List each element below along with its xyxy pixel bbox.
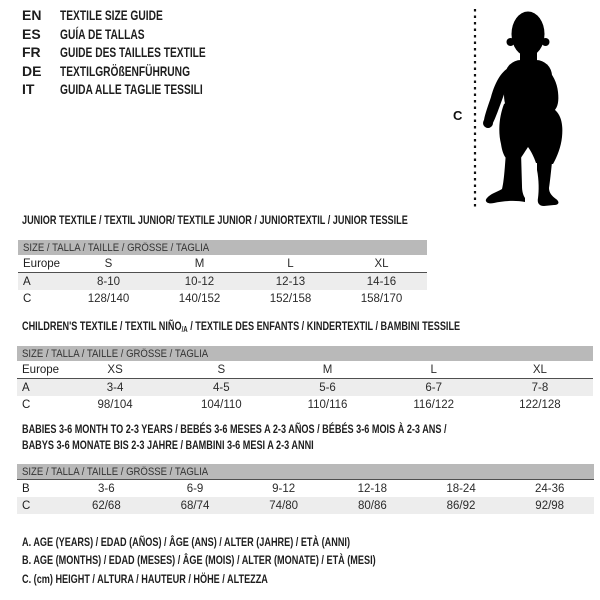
language-title: TEXTILE SIZE GUIDE	[60, 7, 163, 23]
size-header-bar	[17, 464, 594, 480]
height-cell: 62/68	[91, 499, 121, 512]
table-row-europe	[17, 361, 593, 378]
age-cell: 18-24	[446, 482, 476, 495]
language-row-es	[22, 25, 260, 44]
size-cell: XL	[374, 257, 389, 270]
age-cell: 7-8	[531, 381, 549, 394]
height-cell: 98/104	[97, 398, 133, 411]
height-cell: 116/122	[413, 398, 455, 411]
size-cell: S	[104, 257, 113, 270]
legend-text: A. AGE (YEARS) / EDAD (AÑOS) / ÂGE (ANS) / ALTER (JAHRE) / ETÀ (ANNI)	[22, 535, 350, 549]
legend-text: C. (cm) HEIGHT / ALTURA / HAUTEUR / HÖHE / ALTEZZA	[22, 571, 268, 586]
language-row-it	[22, 80, 260, 99]
section-title-line1: BABIES 3-6 MONTH TO 2-3 YEARS / BEBÉS 3-6 MESES A 2-3 AÑOS / BÉBÉS 3-6 MOIS À 2-3 ANS /	[22, 422, 447, 436]
height-cell: 140/152	[178, 292, 221, 305]
language-title: TEXTILGRÖßENFÜHRUNG	[60, 62, 191, 79]
size-header-text: SIZE / TALLA / TAILLE / GRÖSSE / TAGLIA	[22, 465, 209, 478]
language-row-en	[22, 6, 260, 25]
age-cell: 3-6	[98, 482, 115, 495]
language-code: IT	[22, 81, 35, 98]
age-cell: 8-10	[96, 275, 121, 288]
size-cell: XL	[532, 363, 547, 376]
age-cell: 14-16	[366, 275, 397, 288]
babies-section-title	[22, 422, 581, 454]
children-size-table	[17, 346, 593, 413]
row-label: C	[22, 499, 31, 512]
size-header-text: SIZE / TALLA / TAILLE / GRÖSSE / TAGLIA	[22, 347, 209, 360]
size-cell: S	[217, 363, 226, 376]
row-label: Europe	[23, 257, 61, 270]
height-measure-label: C	[453, 108, 463, 123]
height-cell: 68/74	[180, 499, 210, 512]
language-header	[22, 6, 260, 99]
title-post: / TEXTILE DES ENFANTS / KINDERTEXTIL / BAMBINI TESSILE	[187, 319, 461, 333]
age-cell: 4-5	[212, 381, 230, 394]
language-row-fr	[22, 43, 260, 62]
height-cell: 104/110	[200, 398, 242, 411]
age-cell: 5-6	[319, 381, 336, 394]
age-cell: 3-4	[106, 381, 124, 394]
age-cell: 9-12	[272, 482, 296, 495]
row-label: A	[23, 275, 31, 288]
language-title: GUÍA DE TALLAS	[60, 25, 145, 42]
height-cell: 92/98	[535, 499, 565, 512]
section-title-text: JUNIOR TEXTILE / TEXTIL JUNIOR/ TEXTILE JUNIOR / JUNIORTEXTIL / JUNIOR TESSILE	[22, 213, 408, 227]
section-title-text	[22, 319, 460, 338]
age-cell: 12-13	[275, 275, 306, 288]
height-cell: 80/86	[357, 499, 387, 512]
table-row-europe	[18, 255, 427, 272]
size-header-text: SIZE / TALLA / TAILLE / GRÖSSE / TAGLIA	[23, 241, 210, 254]
table-row-c	[17, 396, 593, 413]
legend	[22, 533, 487, 588]
language-row-de	[22, 62, 260, 81]
size-header-bar	[18, 240, 427, 255]
height-cell: 74/80	[269, 499, 299, 512]
legend-line-b	[22, 551, 487, 569]
junior-section-title	[22, 213, 530, 229]
size-cell: M	[322, 363, 333, 376]
title-pre: CHILDREN'S TEXTILE / TEXTIL NIÑO	[22, 319, 182, 333]
language-code: ES	[22, 25, 41, 42]
language-title: GUIDA ALLE TAGLIE TESSILI	[60, 81, 203, 98]
baby-silhouette-figure	[440, 0, 600, 216]
row-label: B	[22, 482, 30, 495]
age-cell: 6-9	[186, 482, 204, 495]
height-cell: 110/116	[307, 398, 348, 411]
language-code: FR	[22, 44, 41, 61]
age-cell: 6-7	[425, 381, 443, 394]
row-label: Europe	[22, 363, 60, 376]
height-cell: 152/158	[269, 292, 312, 305]
row-label: C	[22, 398, 31, 411]
table-row-a	[17, 378, 593, 396]
table-row-b	[17, 480, 594, 497]
baby-silhouette	[483, 12, 562, 207]
height-cell: 86/92	[446, 499, 476, 512]
height-cell: 158/170	[360, 292, 403, 305]
language-title: GUIDE DES TAILLES TEXTILE	[60, 44, 206, 61]
size-header-bar	[17, 346, 593, 361]
junior-size-table	[18, 240, 427, 307]
legend-text: B. AGE (MONTHS) / EDAD (MESES) / ÂGE (MOIS) / ALTER (MONATE) / ETÀ (MESI)	[22, 553, 376, 568]
children-section-title	[22, 319, 598, 338]
size-cell: L	[430, 363, 437, 376]
babies-size-table	[17, 464, 594, 514]
row-label: C	[23, 292, 32, 305]
size-cell: L	[287, 257, 294, 270]
title-subscript: /A	[181, 325, 188, 334]
size-cell: XS	[107, 363, 123, 376]
age-cell: 12-18	[357, 482, 388, 495]
language-code: EN	[22, 7, 42, 23]
height-cell: 122/128	[519, 398, 561, 411]
section-title-line2: BABYS 3-6 MONATE BIS 2-3 JAHRE / BAMBINI 3-6 MESI A 2-3 ANNI	[22, 437, 314, 452]
table-row-a	[18, 272, 427, 290]
legend-line-a	[22, 533, 487, 551]
age-cell: 10-12	[184, 275, 215, 288]
row-label: A	[22, 381, 30, 394]
table-row-c	[18, 290, 427, 307]
baby-silhouette-svg	[440, 0, 600, 216]
table-row-c	[17, 497, 594, 514]
size-cell: M	[194, 257, 205, 270]
legend-line-c	[22, 570, 487, 588]
language-code: DE	[22, 62, 42, 79]
height-cell: 128/140	[87, 292, 130, 305]
age-cell: 24-36	[534, 482, 565, 495]
